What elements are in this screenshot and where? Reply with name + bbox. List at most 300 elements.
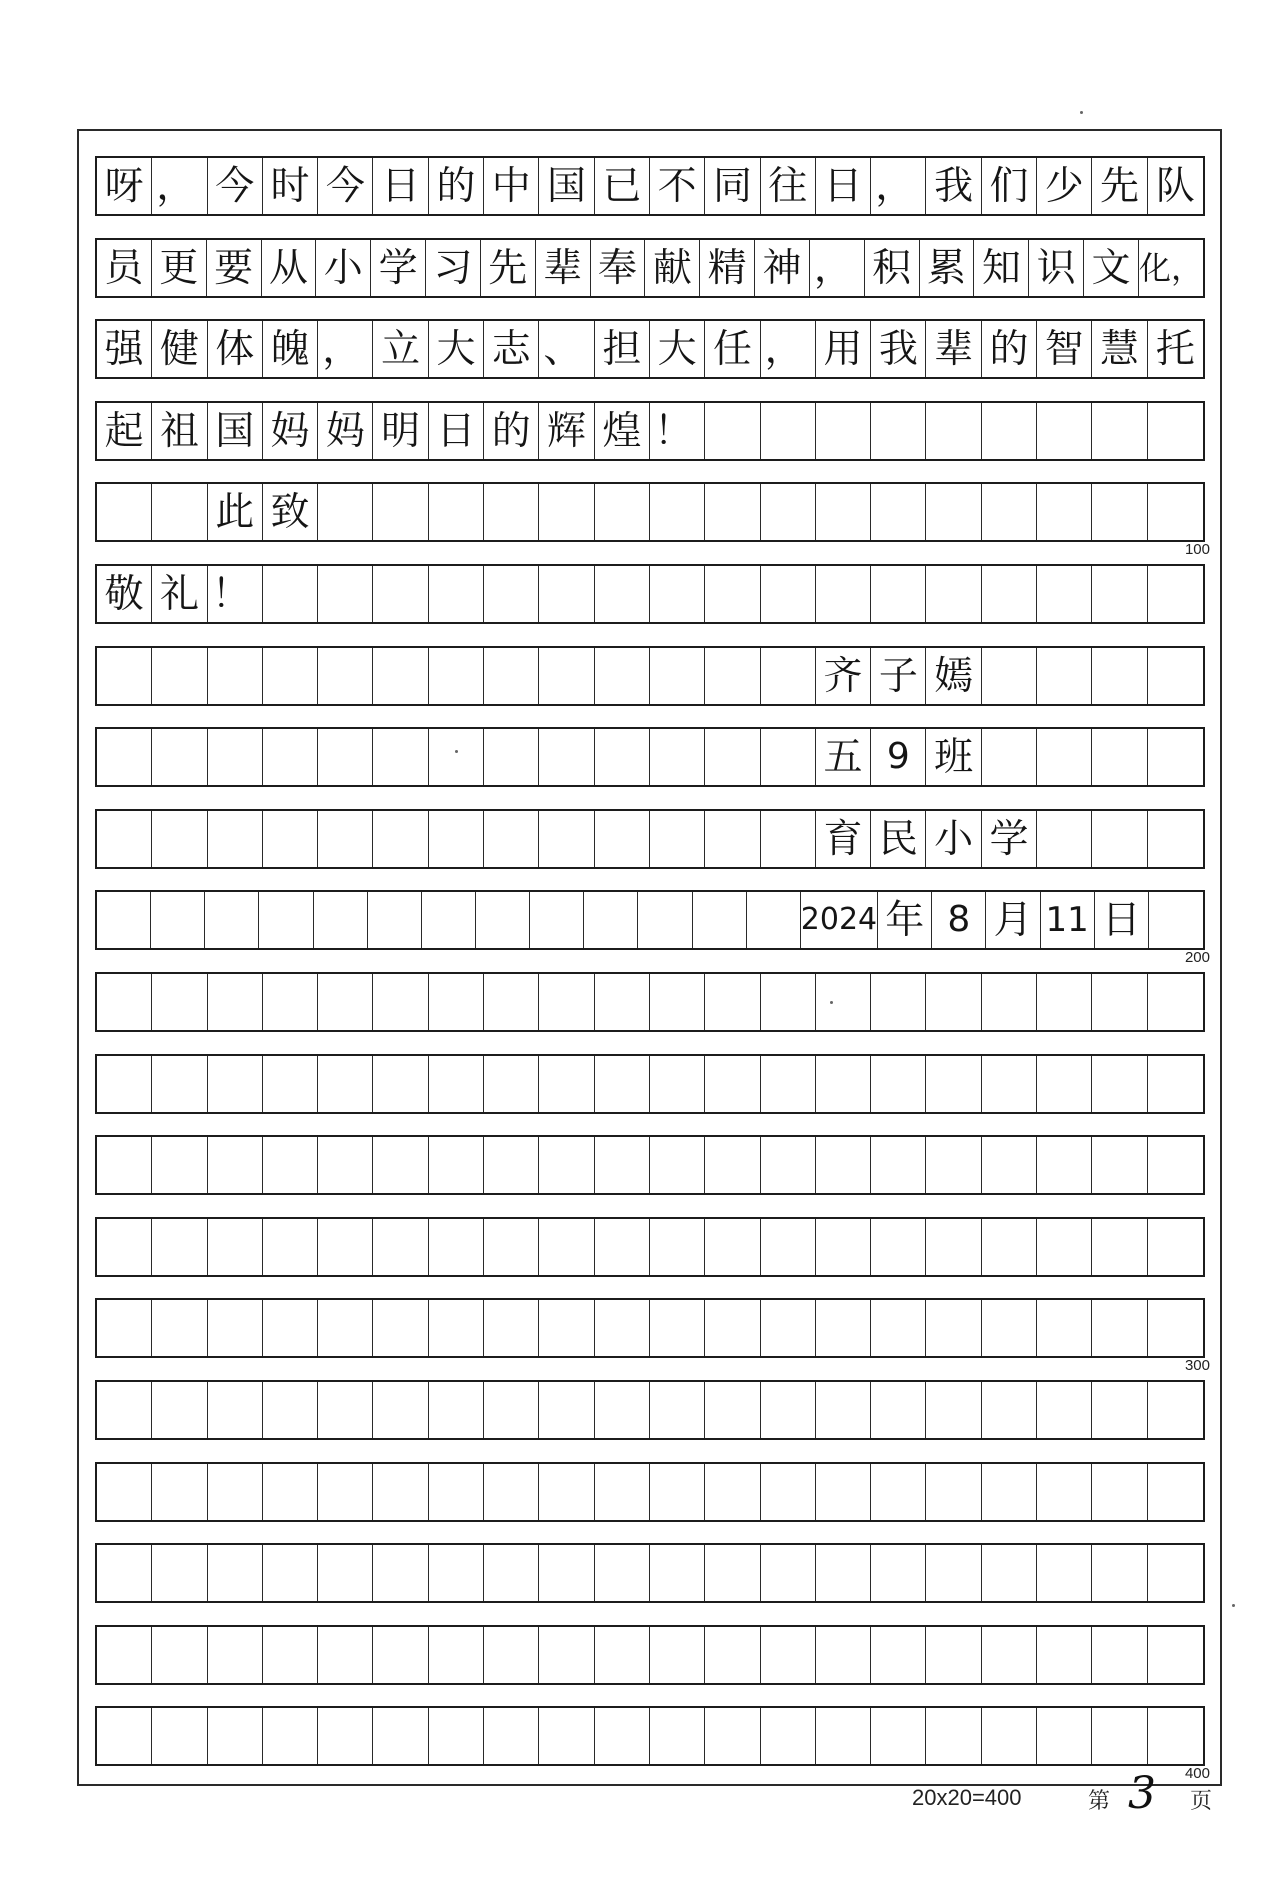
grid-cell: 2024: [801, 892, 878, 948]
grid-row: [95, 156, 1205, 216]
grid-cell: [1092, 1382, 1147, 1438]
grid-cell: [650, 1545, 705, 1601]
grid-cell: [539, 1627, 594, 1683]
grid-cell: [595, 729, 650, 785]
grid-cell: [208, 974, 263, 1030]
grid-cell: 强: [97, 321, 152, 377]
grid-cell: [761, 974, 816, 1030]
grid-cell: [1092, 566, 1147, 622]
grid-cell: [650, 1382, 705, 1438]
grid-cell: 日: [429, 403, 484, 459]
grid-cell: 今: [318, 158, 373, 214]
grid-cell: 体: [208, 321, 263, 377]
grid-cell: 育: [816, 811, 871, 867]
grid-cell: 往: [761, 158, 816, 214]
grid-cell: [1148, 1056, 1203, 1112]
grid-cell: [1092, 974, 1147, 1030]
grid-cell: [152, 484, 207, 540]
grid-cell: [926, 566, 981, 622]
grid-cell: [595, 1056, 650, 1112]
grid-cell: [152, 1300, 207, 1356]
grid-cell: [373, 1382, 428, 1438]
grid-cell: [373, 1137, 428, 1193]
grid-cell: [584, 892, 638, 948]
grid-cell: [650, 729, 705, 785]
grid-cell: [484, 1137, 539, 1193]
grid-cell: [539, 1300, 594, 1356]
grid-cell: [429, 1708, 484, 1764]
grid-cell: [539, 648, 594, 704]
grid-cell: [1148, 1545, 1203, 1601]
grid-cell: [208, 811, 263, 867]
grid-cell: [595, 1219, 650, 1275]
grid-cell: [1148, 1219, 1203, 1275]
grid-cell: [1037, 1627, 1092, 1683]
grid-cell: 学: [371, 240, 426, 296]
grid-cell: [871, 1464, 926, 1520]
grid-cell: [318, 1627, 373, 1683]
grid-cell: [871, 1137, 926, 1193]
paper-speck: [1080, 111, 1083, 114]
grid-cell: [982, 648, 1037, 704]
grid-cell: [484, 648, 539, 704]
grid-cell: ，: [152, 158, 207, 214]
grid-row: [95, 401, 1205, 461]
grid-cell: 健: [152, 321, 207, 377]
grid-cell: [1037, 484, 1092, 540]
grid-cell: [816, 1137, 871, 1193]
grid-cell: [373, 1300, 428, 1356]
grid-cell: [1148, 1382, 1203, 1438]
grid-cell: [429, 566, 484, 622]
grid-cell: 更: [152, 240, 207, 296]
grid-cell: [429, 648, 484, 704]
grid-cell: [152, 811, 207, 867]
grid-cell: [263, 1056, 318, 1112]
grid-row: [95, 1217, 1205, 1277]
grid-cell: [871, 1382, 926, 1438]
grid-cell: [429, 1300, 484, 1356]
grid-cell: ，: [871, 158, 926, 214]
grid-cell: 我: [926, 158, 981, 214]
grid-cell: [650, 1219, 705, 1275]
grid-cell: [982, 566, 1037, 622]
grid-cell: [1037, 729, 1092, 785]
grid-cell: [595, 1545, 650, 1601]
grid-cell: [263, 1464, 318, 1520]
grid-cell: 先: [481, 240, 536, 296]
grid-cell: 的: [429, 158, 484, 214]
grid-cell: [152, 1708, 207, 1764]
grid-cell: 此: [208, 484, 263, 540]
grid-cell: [650, 1056, 705, 1112]
grid-cell: 智: [1037, 321, 1092, 377]
grid-cell: [429, 484, 484, 540]
grid-cell: [1037, 648, 1092, 704]
grid-cell: [539, 1219, 594, 1275]
grid-cell: [484, 1464, 539, 1520]
paper-speck: [1232, 1604, 1235, 1607]
grid-cell: [259, 892, 313, 948]
grid-cell: 要: [207, 240, 262, 296]
grid-cell: [152, 1382, 207, 1438]
grid-cell: [705, 1627, 760, 1683]
grid-cell: ！: [208, 566, 263, 622]
grid-cell: [97, 1300, 152, 1356]
grid-cell: 时: [263, 158, 318, 214]
grid-row: [95, 809, 1205, 869]
grid-cell: [982, 484, 1037, 540]
grid-cell: 神: [755, 240, 810, 296]
grid-cell: [705, 1137, 760, 1193]
grid-cell: 们: [982, 158, 1037, 214]
grid-cell: [208, 1137, 263, 1193]
grid-cell: [761, 1708, 816, 1764]
grid-cell: [761, 729, 816, 785]
grid-cell: [926, 1300, 981, 1356]
grid-cell: [484, 1300, 539, 1356]
page-label-prefix: 第: [1088, 1789, 1111, 1814]
grid-cell: [97, 811, 152, 867]
grid-row: [95, 646, 1205, 706]
grid-cell: [816, 974, 871, 1030]
grid-cell: ！: [650, 403, 705, 459]
grid-cell: [761, 1300, 816, 1356]
page-number: 3: [1128, 1768, 1156, 1819]
grid-cell: [97, 1545, 152, 1601]
grid-cell: 用: [816, 321, 871, 377]
grid-cell: [1148, 566, 1203, 622]
grid-cell: [650, 1464, 705, 1520]
grid-cell: [705, 1708, 760, 1764]
grid-cell: [650, 648, 705, 704]
grid-cell: [1092, 1137, 1147, 1193]
grid-cell: [484, 1219, 539, 1275]
grid-cell: 班: [926, 729, 981, 785]
grid-cell: [152, 1137, 207, 1193]
grid-cell: 嫣: [926, 648, 981, 704]
grid-row: [95, 972, 1205, 1032]
grid-cell: 呀: [97, 158, 152, 214]
grid-cell: [373, 1056, 428, 1112]
grid-cell: [816, 403, 871, 459]
grid-cell: [208, 1382, 263, 1438]
grid-cell: 大: [429, 321, 484, 377]
grid-cell: [484, 484, 539, 540]
grid-cell: [318, 729, 373, 785]
grid-cell: 大: [650, 321, 705, 377]
grid-cell: 国: [539, 158, 594, 214]
grid-cell: [1148, 1464, 1203, 1520]
grid-cell: [97, 1708, 152, 1764]
grid-cell: [926, 1219, 981, 1275]
grid-cell: 9: [871, 729, 926, 785]
grid-cell: [982, 974, 1037, 1030]
grid-cell: [1148, 403, 1203, 459]
grid-cell: 立: [373, 321, 428, 377]
grid-cell: [595, 648, 650, 704]
grid-cell: [263, 811, 318, 867]
grid-cell: 小: [316, 240, 371, 296]
grid-cell: [484, 729, 539, 785]
grid-cell: [263, 1708, 318, 1764]
grid-cell: [705, 1300, 760, 1356]
grid-cell: [97, 1627, 152, 1683]
grid-cell: 托: [1155, 326, 1195, 372]
paper-speck: [830, 1001, 833, 1004]
grid-cell: [1148, 1137, 1203, 1193]
grid-cell: 国: [208, 403, 263, 459]
grid-cell: ，: [761, 321, 816, 377]
grid-cell: 的: [982, 321, 1037, 377]
grid-cell: [1149, 892, 1203, 948]
grid-cell: [373, 1464, 428, 1520]
grid-cell: [539, 1464, 594, 1520]
grid-cell: [373, 811, 428, 867]
grid-cell: [982, 1464, 1037, 1520]
grid-cell: [1037, 974, 1092, 1030]
grid-cell: [982, 1382, 1037, 1438]
grid-cell: [595, 1137, 650, 1193]
grid-cell: 辉: [539, 403, 594, 459]
grid-cell: [97, 974, 152, 1030]
grid-cell: 累: [920, 240, 975, 296]
grid-cell: [595, 811, 650, 867]
grid-cell: [761, 1545, 816, 1601]
grid-cell: [263, 1300, 318, 1356]
grid-cell: [97, 1219, 152, 1275]
grid-cell: 明: [373, 403, 428, 459]
grid-cell: [1037, 1219, 1092, 1275]
grid-cell: 知: [974, 240, 1029, 296]
grid-cell: [368, 892, 422, 948]
grid-cell: [539, 1137, 594, 1193]
grid-cell: [1092, 403, 1147, 459]
grid-cell: [539, 974, 594, 1030]
grid-cell: [926, 1708, 981, 1764]
grid-cell: 煌: [595, 403, 650, 459]
grid-cell: 献: [645, 240, 700, 296]
char-count-marker: 300: [1184, 1357, 1210, 1374]
grid-cell: 化，: [1138, 249, 1203, 287]
grid-row: [95, 1706, 1205, 1766]
grid-cell: 任: [705, 321, 760, 377]
grid-cell: [816, 1056, 871, 1112]
grid-cell: 识: [1029, 240, 1084, 296]
grid-cell: 精: [700, 240, 755, 296]
grid-cell: [373, 484, 428, 540]
grid-cell: [926, 1137, 981, 1193]
grid-cell: [539, 484, 594, 540]
grid-cell: 今: [208, 158, 263, 214]
grid-cell: [263, 1219, 318, 1275]
grid-cell: [373, 1708, 428, 1764]
grid-cell: [1148, 974, 1203, 1030]
grid-cell: [151, 892, 205, 948]
grid-cell: [871, 1300, 926, 1356]
grid-cell: [871, 1627, 926, 1683]
grid-row: [95, 890, 1205, 950]
grid-cell: [429, 974, 484, 1030]
grid-cell: 五: [816, 729, 871, 785]
grid-cell: [1092, 1300, 1147, 1356]
grid-cell: 先: [1092, 158, 1147, 214]
grid-cell: [650, 1300, 705, 1356]
grid-cell: [761, 811, 816, 867]
grid-cell: 敬: [97, 566, 152, 622]
grid-cell: 同: [705, 158, 760, 214]
grid-cell: [1037, 1708, 1092, 1764]
grid-cell: [1037, 1137, 1092, 1193]
grid-size-formula: 20x20=400: [912, 1785, 1022, 1810]
grid-cell: [318, 566, 373, 622]
grid-cell: [476, 892, 530, 948]
grid-cell: 辈: [926, 321, 981, 377]
grid-cell: [152, 1464, 207, 1520]
grid-cell: [539, 729, 594, 785]
grid-cell: [263, 1627, 318, 1683]
grid-cell: [871, 1219, 926, 1275]
grid-cell: 员: [97, 240, 152, 296]
grid-cell: [373, 1219, 428, 1275]
grid-cell: [318, 1382, 373, 1438]
grid-cell: [650, 1137, 705, 1193]
grid-cell: [926, 974, 981, 1030]
grid-cell: [263, 974, 318, 1030]
grid-cell: [747, 892, 801, 948]
grid-cell: [97, 729, 152, 785]
grid-cell: [539, 1056, 594, 1112]
grid-cell: [429, 1219, 484, 1275]
grid-cell: [429, 1545, 484, 1601]
grid-cell: [816, 566, 871, 622]
grid-cell: [539, 566, 594, 622]
grid-cell: [982, 403, 1037, 459]
grid-cell: 积: [865, 240, 920, 296]
grid-cell: [650, 566, 705, 622]
grid-cell: [1092, 1627, 1147, 1683]
grid-cell: 的: [484, 403, 539, 459]
grid-cell: 月: [986, 892, 1040, 948]
grid-cell: [650, 811, 705, 867]
grid-cell: 已: [595, 158, 650, 214]
grid-cell: [1037, 566, 1092, 622]
grid-cell: 起: [97, 403, 152, 459]
grid-cell: [484, 1627, 539, 1683]
grid-cell: 中: [484, 158, 539, 214]
grid-cell: [1037, 1382, 1092, 1438]
grid-cell: [429, 1627, 484, 1683]
grid-cell: [761, 566, 816, 622]
grid-cell: [208, 1056, 263, 1112]
grid-cell: 齐: [816, 648, 871, 704]
grid-row: [95, 1135, 1205, 1195]
grid-cell: [705, 1382, 760, 1438]
grid-cell: 祖: [152, 403, 207, 459]
grid-cell: [926, 1627, 981, 1683]
grid-cell: [152, 974, 207, 1030]
grid-cell: [816, 1545, 871, 1601]
grid-cell: [595, 1300, 650, 1356]
grid-row: [95, 727, 1205, 787]
char-count-marker: 100: [1184, 541, 1210, 558]
grid-cell: [761, 1219, 816, 1275]
grid-cell: [1037, 1464, 1092, 1520]
grid-cell: [705, 648, 760, 704]
grid-cell: [539, 1708, 594, 1764]
grid-cell: [208, 1464, 263, 1520]
grid-cell: [1092, 484, 1147, 540]
grid-cell: 慧: [1092, 321, 1147, 377]
grid-cell: [373, 566, 428, 622]
grid-cell: 队: [1155, 163, 1195, 209]
grid-cell: [693, 892, 747, 948]
grid-cell: [705, 1219, 760, 1275]
grid-cell: 学: [982, 811, 1037, 867]
grid-cell: [1092, 729, 1147, 785]
grid-cell: 我: [871, 321, 926, 377]
grid-cell: [152, 1056, 207, 1112]
grid-cell: [429, 1382, 484, 1438]
grid-cell: [539, 1382, 594, 1438]
grid-cell: [484, 974, 539, 1030]
grid-cell: [429, 1464, 484, 1520]
grid-cell: [429, 1056, 484, 1112]
grid-cell: [982, 1219, 1037, 1275]
char-count-marker: 400: [1184, 1765, 1210, 1782]
grid-cell: [761, 1382, 816, 1438]
grid-cell: [871, 1545, 926, 1601]
grid-row: [95, 319, 1205, 379]
grid-cell: [595, 1382, 650, 1438]
grid-cell: [152, 1627, 207, 1683]
grid-cell: [761, 1464, 816, 1520]
grid-cell: [705, 811, 760, 867]
grid-cell: [208, 648, 263, 704]
grid-row: [95, 1462, 1205, 1522]
grid-cell: [318, 811, 373, 867]
grid-cell: [650, 974, 705, 1030]
grid-cell: [429, 811, 484, 867]
grid-cell: [1092, 1708, 1147, 1764]
grid-cell: [97, 1464, 152, 1520]
grid-cell: [816, 1708, 871, 1764]
grid-cell: [373, 648, 428, 704]
grid-cell: [595, 566, 650, 622]
grid-cell: 8: [932, 892, 986, 948]
grid-row: [95, 1298, 1205, 1358]
grid-cell: [816, 1219, 871, 1275]
grid-cell: [1148, 484, 1203, 540]
grid-row: [95, 564, 1205, 624]
grid-cell: [1092, 1056, 1147, 1112]
grid-cell: [484, 566, 539, 622]
grid-cell: [871, 403, 926, 459]
grid-cell: [152, 1219, 207, 1275]
grid-row: [95, 238, 1205, 298]
char-count-marker: 200: [1184, 949, 1210, 966]
grid-cell: [318, 1708, 373, 1764]
grid-cell: [816, 1382, 871, 1438]
grid-row: [95, 1625, 1205, 1685]
grid-cell: [318, 1464, 373, 1520]
grid-cell: [484, 1708, 539, 1764]
grid-cell: [982, 729, 1037, 785]
grid-cell: [318, 974, 373, 1030]
grid-cell: [926, 1545, 981, 1601]
grid-cell: 不: [650, 158, 705, 214]
grid-cell: [373, 729, 428, 785]
